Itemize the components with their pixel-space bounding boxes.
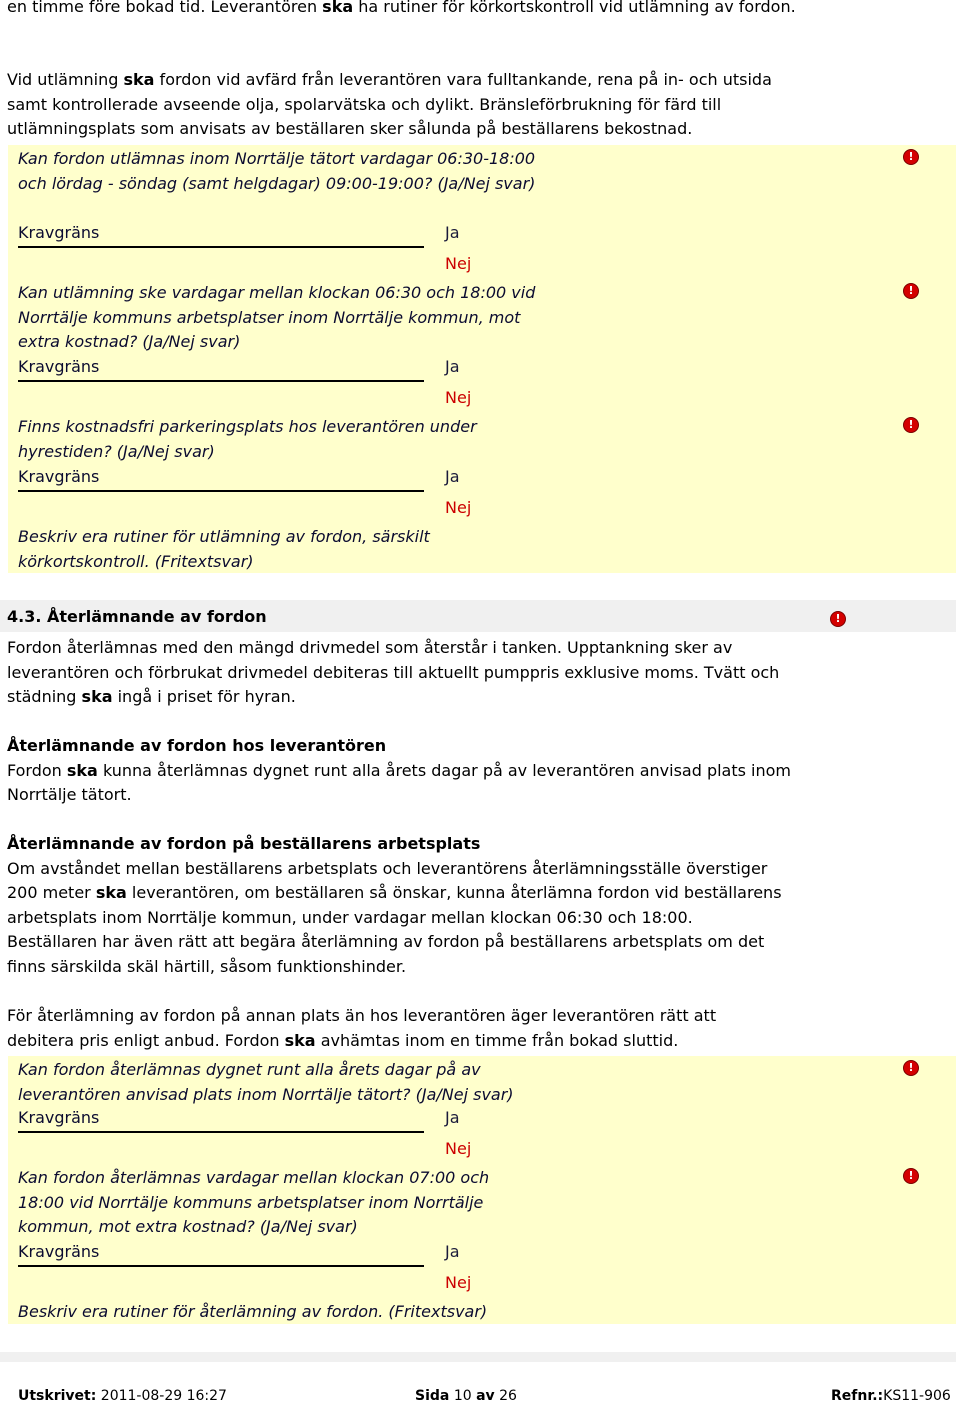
question-return-workplace: Kan fordon återlämnas vardagar mellan klockan 07:00 och 18:00 vid Norrtälje kommuns arbetsplatser inom Norrtälje kommun, mot extra kostnad? (Ja/Nej svar) bbox=[18, 1168, 490, 1236]
option-nej[interactable]: Nej bbox=[445, 254, 472, 273]
kravgrans-label: Kravgräns bbox=[18, 1108, 100, 1127]
subheading-return-workplace: Återlämnande av fordon på beställarens arbetsplats bbox=[7, 834, 481, 853]
kravgrans-label: Kravgräns bbox=[18, 467, 100, 486]
footer-page-number: Sida 10 av 26 bbox=[415, 1388, 517, 1404]
warning-icon: ! bbox=[903, 1060, 919, 1076]
warning-icon: ! bbox=[903, 283, 919, 299]
option-ja[interactable]: Ja bbox=[445, 1242, 460, 1261]
question-parking: Finns kostnadsfri parkeringsplats hos leverantören under hyrestiden? (Ja/Nej svar) bbox=[18, 417, 477, 461]
subheading-return-supplier: Återlämnande av fordon hos leverantören bbox=[7, 736, 387, 755]
question-block-pickup bbox=[8, 145, 956, 573]
option-nej[interactable]: Nej bbox=[445, 1273, 472, 1292]
kravgrans-label: Kravgräns bbox=[18, 357, 100, 376]
paragraph-pickup-intro: en timme före bokad tid. Leverantören ska ha rutiner för körkortskontroll vid utlämning av fordon. bbox=[7, 0, 796, 16]
kravgrans-underline bbox=[18, 490, 424, 492]
question-return-routines: Beskriv era rutiner för återlämning av fordon. (Fritextsvar) bbox=[18, 1302, 488, 1321]
paragraph-pickup-condition: Vid utlämning ska fordon vid avfärd från leverantören vara fulltankande, rena på in- och utsida samt kontrollerade avseende olja, spolarvätska och dylikt. Bränsleförbrukning för färd till utlämningsplats som anvisats av beställaren sker sålunda på beställarens bekostnad. bbox=[7, 70, 772, 138]
option-ja[interactable]: Ja bbox=[445, 1108, 460, 1127]
kravgrans-underline bbox=[18, 380, 424, 382]
question-pickup-workplace: Kan utlämning ske vardagar mellan klockan 06:30 och 18:00 vid Norrtälje kommuns arbetsplatser inom Norrtälje kommun, mot extra kostnad? (Ja/Nej svar) bbox=[18, 283, 536, 351]
question-return-anytime: Kan fordon återlämnas dygnet runt alla årets dagar på av leverantören anvisad plats inom Norrtälje tätort? (Ja/Nej svar) bbox=[18, 1060, 514, 1104]
footer-reference: Refnr.:KS11-906 bbox=[831, 1388, 951, 1404]
warning-icon: ! bbox=[903, 417, 919, 433]
question-block-return bbox=[8, 1056, 956, 1324]
question-pickup-hours: Kan fordon utlämnas inom Norrtälje tätort vardagar 06:30-18:00 och lördag - söndag (samt helgdagar) 09:00-19:00? (Ja/Nej svar) bbox=[18, 149, 536, 193]
kravgrans-label: Kravgräns bbox=[18, 223, 100, 242]
section-title: 4.3. Återlämnande av fordon bbox=[7, 607, 267, 626]
footer-separator bbox=[0, 1352, 956, 1362]
option-ja[interactable]: Ja bbox=[445, 357, 460, 376]
warning-icon: ! bbox=[903, 1168, 919, 1184]
warning-icon: ! bbox=[903, 149, 919, 165]
warning-icon: ! bbox=[830, 611, 846, 627]
paragraph-return-workplace: Återlämnande av fordon på beställarens arbetsplats Om avståndet mellan beställarens arbetsplats och leverantörens återlämningsställe överstiger 200 meter ska leverantören, om beställaren så önskar, kunna återlämna fordon vid beställarens arbetsplats inom Norrtälje kommun, under vardagar mellan klockan 06:30 och 18:00. Beställaren har även rätt att begära återlämning av fordon på beställarens arbetsplats om det finns särskilda skäl härtill, såsom funktionshinder. bbox=[7, 834, 782, 976]
kravgrans-label: Kravgräns bbox=[18, 1242, 100, 1261]
question-pickup-routines: Beskriv era rutiner för utlämning av fordon, särskilt körkortskontroll. (Fritextsvar) bbox=[18, 527, 430, 571]
kravgrans-underline bbox=[18, 1265, 424, 1267]
paragraph-return-other: För återlämning av fordon på annan plats än hos leverantören äger leverantören rätt att debitera pris enligt anbud. Fordon ska avhämtas inom en timme från bokad sluttid. bbox=[7, 1006, 717, 1050]
paragraph-return-supplier: Återlämnande av fordon hos leverantören Fordon ska kunna återlämnas dygnet runt alla årets dagar på av leverantören anvisad plats inom Norrtälje tätort. bbox=[7, 736, 792, 804]
option-nej[interactable]: Nej bbox=[445, 498, 472, 517]
option-ja[interactable]: Ja bbox=[445, 223, 460, 242]
kravgrans-underline bbox=[18, 1131, 424, 1133]
option-nej[interactable]: Nej bbox=[445, 388, 472, 407]
footer-printed: Utskrivet: 2011-08-29 16:27 bbox=[18, 1388, 227, 1404]
kravgrans-underline bbox=[18, 246, 424, 248]
option-nej[interactable]: Nej bbox=[445, 1139, 472, 1158]
option-ja[interactable]: Ja bbox=[445, 467, 460, 486]
paragraph-return-intro: Fordon återlämnas med den mängd drivmedel som återstår i tanken. Upptankning sker av leverantören och förbrukat drivmedel debiteras till aktuellt pumppris exklusive moms. Tvätt och städning ska ingå i priset för hyran. bbox=[7, 638, 780, 706]
